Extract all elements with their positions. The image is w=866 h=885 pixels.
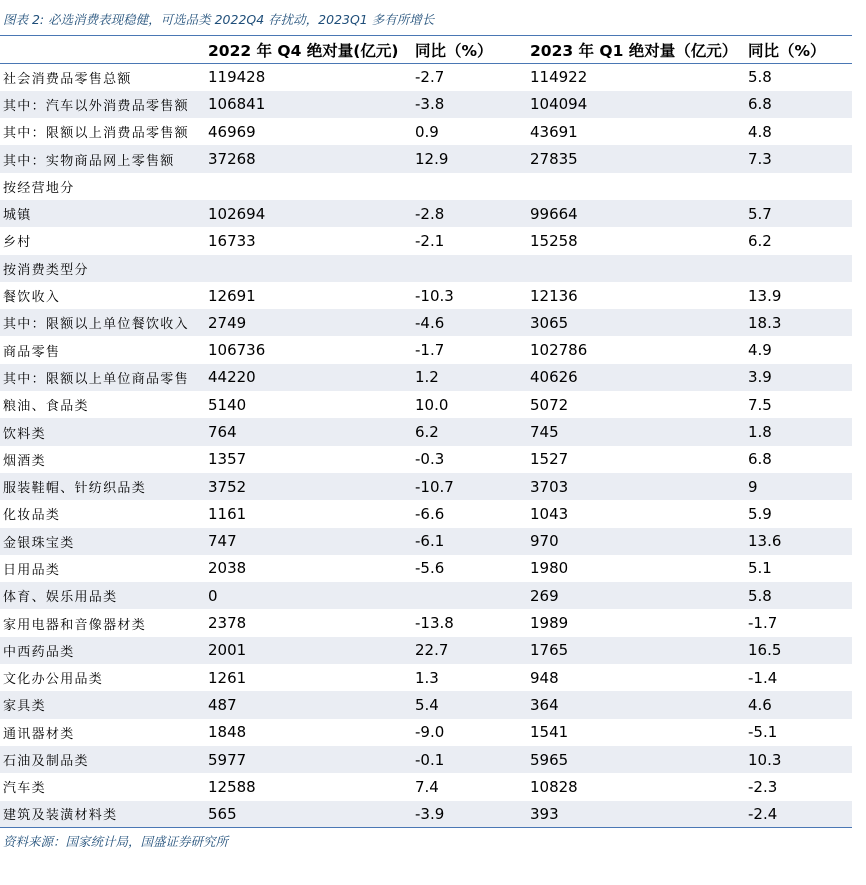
cell-q4-2022-amount: 1357 [208,450,247,469]
cell-q1-2023-amount: 948 [530,668,559,687]
cell-q4-2022-amount: 102694 [208,204,266,223]
cell-category: 烟酒类 [3,453,46,469]
cell-q1-2023-yoy: 5.9 [748,504,772,523]
table-row [0,801,852,828]
cell-q1-2023-yoy: 6.2 [748,231,772,250]
cell-q4-2022-yoy: -6.6 [415,504,445,523]
cell-q1-2023-amount: 1765 [530,641,569,660]
cell-category: 化妆品类 [3,508,61,524]
cell-q1-2023-yoy: 16.5 [748,641,782,660]
cell-q1-2023-yoy: 9 [748,477,758,496]
cell-q4-2022-yoy: -2.8 [415,204,445,223]
cell-q4-2022-amount: 12691 [208,286,256,305]
cell-q1-2023-yoy: -1.7 [748,614,778,633]
cell-q4-2022-amount: 119428 [208,68,266,87]
cell-q4-2022-yoy: -5.6 [415,559,445,578]
cell-category: 社会消费品零售总额 [3,71,132,87]
table-row [0,500,852,527]
cell-q1-2023-amount: 27835 [530,150,578,169]
table-row [0,637,852,664]
cell-q1-2023-yoy: 13.6 [748,532,782,551]
cell-q4-2022-yoy: -9.0 [415,723,445,742]
cell-q4-2022-yoy: -2.7 [415,68,445,87]
table-row [0,145,852,172]
cell-q4-2022-yoy: 10.0 [415,395,449,414]
cell-q1-2023-amount: 114922 [530,68,588,87]
table-row [0,391,852,418]
table-row [0,309,852,336]
cell-q4-2022-yoy: -0.1 [415,750,445,769]
cell-q1-2023-amount: 1980 [530,559,569,578]
cell-q1-2023-yoy: 5.8 [748,68,772,87]
cell-q1-2023-yoy: 4.9 [748,341,772,360]
cell-category: 其中：限额以上单位餐饮收入 [3,317,189,333]
header-2023q1-amount: 2023 年 Q1 绝对量（亿元） [530,41,738,60]
table-row [0,609,852,636]
cell-q1-2023-yoy: -2.4 [748,804,778,823]
cell-q1-2023-amount: 745 [530,423,559,441]
cell-q1-2023-yoy: -2.3 [748,777,778,796]
cell-q4-2022-amount: 487 [208,695,237,714]
cell-q1-2023-yoy: 3.9 [748,368,772,387]
cell-category: 粮油、食品类 [3,399,89,415]
cell-category: 家具类 [3,699,46,715]
cell-category: 其中：汽车以外消费品零售额 [3,98,189,114]
cell-q4-2022-yoy [413,582,528,609]
cell-q4-2022-amount [206,173,413,200]
table-row [0,64,852,91]
cell-q1-2023-amount [528,173,746,200]
cell-q1-2023-amount: 970 [530,532,559,551]
cell-q1-2023-amount: 5072 [530,395,569,414]
cell-q1-2023-amount: 15258 [530,231,578,250]
cell-q4-2022-amount: 106736 [208,341,266,360]
cell-q1-2023-amount: 269 [530,586,559,605]
cell-category: 日用品类 [3,562,61,578]
cell-q1-2023-yoy: 18.3 [748,313,782,332]
cell-q1-2023-amount: 99664 [530,204,578,223]
cell-q4-2022-yoy: 22.7 [415,641,449,660]
cell-q1-2023-yoy: -1.4 [748,668,778,687]
cell-q4-2022-yoy: -6.1 [415,532,445,551]
cell-q1-2023-amount [528,255,746,282]
cell-category: 按消费类型分 [3,262,89,278]
table-row [0,473,852,500]
cell-category: 其中：限额以上单位商品零售 [3,371,189,387]
cell-q4-2022-yoy: -4.6 [415,313,445,332]
cell-q1-2023-yoy: 10.3 [748,750,782,769]
cell-category: 通讯器材类 [3,726,75,742]
table-row [0,118,852,145]
cell-q4-2022-yoy [413,173,528,200]
table-row [0,746,852,773]
table-row [0,773,852,800]
table-body [0,64,852,828]
cell-category: 其中：实物商品网上零售额 [3,153,175,169]
cell-q4-2022-yoy: -0.3 [415,450,445,469]
cell-q4-2022-yoy: 1.2 [415,368,439,387]
cell-q4-2022-amount: 106841 [208,95,266,114]
cell-q1-2023-amount: 393 [530,804,559,823]
cell-category: 城镇 [3,208,32,224]
cell-q1-2023-yoy: 13.9 [748,286,782,305]
cell-q4-2022-amount: 5977 [208,750,247,769]
table-row [0,691,852,718]
cell-q1-2023-amount: 40626 [530,368,578,387]
cell-q4-2022-amount: 1261 [208,668,247,687]
cell-category: 石油及制品类 [3,754,89,770]
cell-q1-2023-yoy: 5.8 [748,586,772,605]
table-row [0,173,852,200]
cell-category: 饮料类 [3,426,46,442]
cell-category: 餐饮收入 [3,290,61,306]
table-row [0,200,852,227]
table-row [0,336,852,363]
cell-q4-2022-amount: 2749 [208,313,247,332]
cell-category: 金银珠宝类 [3,535,75,551]
table-row [0,91,852,118]
cell-q4-2022-amount: 1848 [208,723,247,742]
cell-q1-2023-yoy: 5.1 [748,559,772,578]
cell-q4-2022-yoy: 1.3 [415,668,439,687]
cell-q1-2023-amount: 10828 [530,777,578,796]
cell-q4-2022-yoy: -1.7 [415,341,445,360]
cell-q1-2023-yoy: 4.6 [748,695,772,714]
table-row [0,364,852,391]
cell-q1-2023-amount: 104094 [530,95,588,114]
cell-q4-2022-amount: 5140 [208,395,247,414]
cell-q1-2023-yoy [746,173,852,200]
table-row [0,555,852,582]
cell-q4-2022-yoy: -10.3 [415,286,454,305]
cell-q4-2022-amount: 565 [208,804,237,823]
table-row [0,446,852,473]
cell-category: 服装鞋帽、针纺织品类 [3,481,147,497]
cell-q4-2022-amount: 2001 [208,641,247,660]
cell-q1-2023-amount: 43691 [530,122,578,141]
cell-category: 中西药品类 [3,644,75,660]
cell-q1-2023-amount: 3703 [530,477,569,496]
cell-category: 其中：限额以上消费品零售额 [3,126,189,142]
cell-q4-2022-amount: 2378 [208,614,247,633]
table-row [0,282,852,309]
table-row [0,255,852,282]
cell-q4-2022-yoy: 6.2 [415,423,439,441]
cell-q4-2022-amount: 37268 [208,150,256,169]
header-2023q1-yoy: 同比（%） [748,41,826,60]
cell-q1-2023-amount: 1541 [530,723,569,742]
table-header-row [0,36,852,64]
table-row [0,719,852,746]
cell-q4-2022-amount: 764 [208,423,237,441]
cell-q4-2022-yoy: 12.9 [415,150,449,169]
cell-q4-2022-amount: 1161 [208,504,247,523]
cell-category: 按经营地分 [3,180,75,196]
cell-q4-2022-yoy: -13.8 [415,614,454,633]
cell-q1-2023-yoy [746,255,852,282]
data-table-container [0,35,852,828]
cell-q1-2023-amount: 5965 [530,750,569,769]
cell-q1-2023-yoy: 7.5 [748,395,772,414]
cell-q1-2023-yoy: 6.8 [748,95,772,114]
cell-q4-2022-yoy [413,255,528,282]
cell-q1-2023-yoy: 1.8 [748,423,772,441]
cell-q4-2022-yoy: -10.7 [415,477,454,496]
cell-q4-2022-yoy: 5.4 [415,695,439,714]
cell-q1-2023-amount: 364 [530,695,559,714]
cell-q4-2022-yoy: -2.1 [415,231,445,250]
cell-q4-2022-amount: 2038 [208,559,247,578]
cell-category: 文化办公用品类 [3,672,104,688]
cell-category: 商品零售 [3,344,61,360]
cell-q1-2023-yoy: -5.1 [748,723,778,742]
cell-q4-2022-yoy: -3.8 [415,95,445,114]
cell-q4-2022-amount: 0 [208,586,218,605]
retail-sales-table [0,35,852,828]
table-row [0,582,852,609]
cell-category: 体育、娱乐用品类 [3,590,118,606]
cell-q1-2023-amount: 1527 [530,450,569,469]
cell-q1-2023-yoy: 7.3 [748,150,772,169]
cell-q1-2023-yoy: 5.7 [748,204,772,223]
figure-caption: 图表 2: 必选消费表现稳健，可选品类 2022Q4 存扰动，2023Q1 多有所增长 [3,12,435,27]
cell-q1-2023-yoy: 4.8 [748,122,772,141]
cell-q1-2023-amount: 3065 [530,313,569,332]
cell-q4-2022-yoy: -3.9 [415,804,445,823]
table-row [0,227,852,254]
cell-q1-2023-amount: 102786 [530,341,588,360]
cell-q4-2022-amount: 12588 [208,777,256,796]
cell-q4-2022-amount: 747 [208,532,237,551]
table-row [0,418,852,445]
cell-q1-2023-amount: 12136 [530,286,578,305]
header-2022q4-yoy: 同比（%） [415,41,493,60]
table-row [0,528,852,555]
cell-q1-2023-amount: 1989 [530,614,569,633]
cell-q1-2023-yoy: 6.8 [748,450,772,469]
cell-q1-2023-amount: 1043 [530,504,569,523]
cell-q4-2022-amount: 44220 [208,368,256,387]
cell-category: 乡村 [3,235,32,251]
cell-category: 建筑及装潢材料类 [3,808,118,824]
cell-q4-2022-amount: 3752 [208,477,247,496]
cell-q4-2022-yoy: 7.4 [415,777,439,796]
header-category [0,36,206,64]
cell-category: 汽车类 [3,781,46,797]
cell-q4-2022-amount: 46969 [208,122,256,141]
header-2022q4-amount: 2022 年 Q4 绝对量(亿元) [208,41,399,60]
table-row [0,664,852,691]
cell-q4-2022-amount: 16733 [208,231,256,250]
cell-q4-2022-yoy: 0.9 [415,122,439,141]
cell-category: 家用电器和音像器材类 [3,617,147,633]
source-note: 资料来源：国家统计局，国盛证券研究所 [3,834,229,849]
cell-q4-2022-amount [206,255,413,282]
